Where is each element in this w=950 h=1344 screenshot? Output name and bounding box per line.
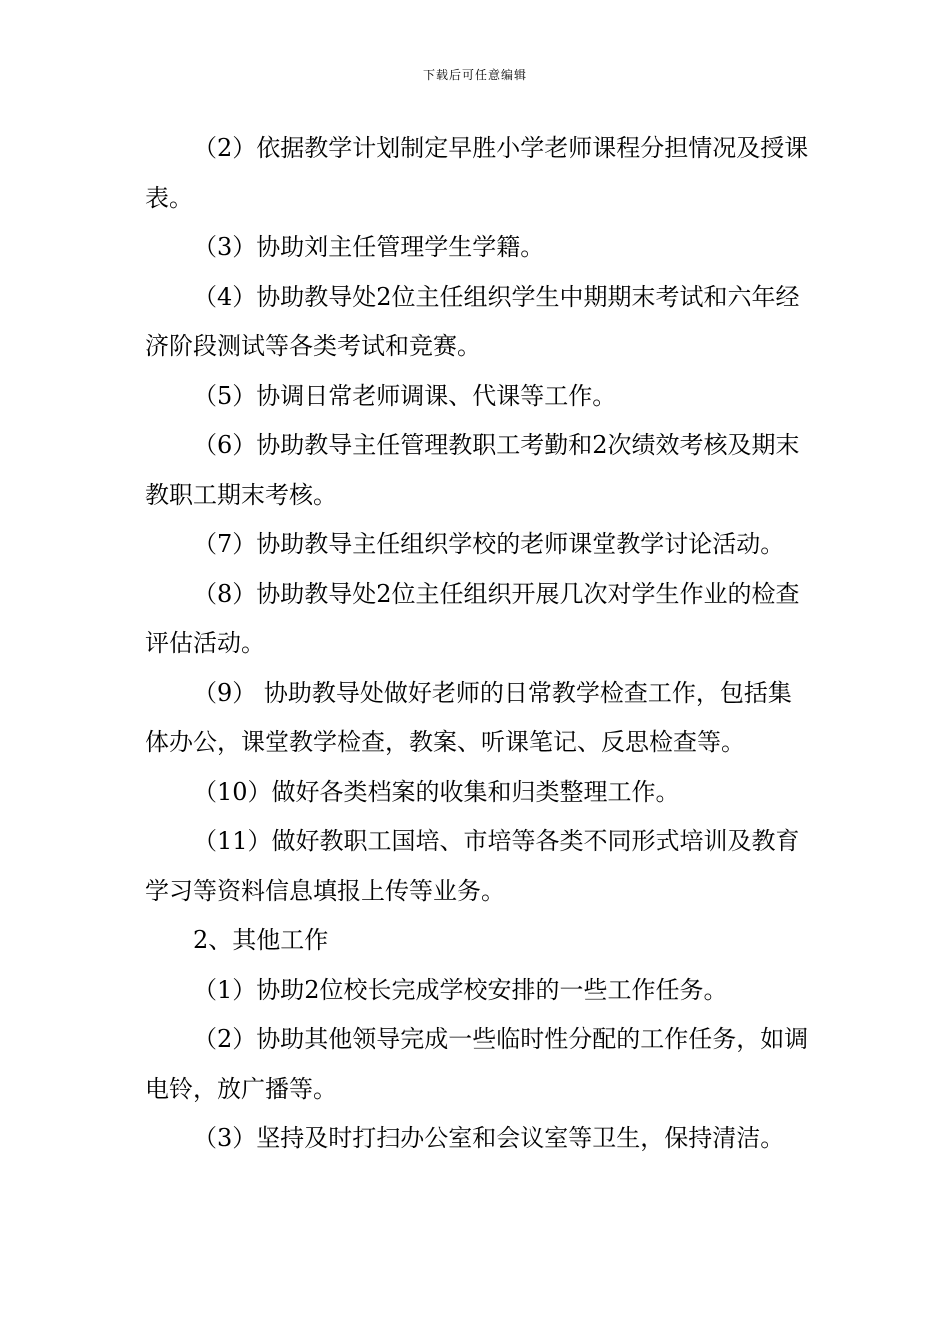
paragraph-item-6-attendance: （6）协助教导主任管理教职工考勤和2次绩效考核及期末教职工期末考核。 [145,431,800,509]
paragraph-item-8-homework-check: （8）协助教导处2位主任组织开展几次对学生作业的检查评估活动。 [145,579,800,657]
paragraph-other-3: （3）坚持及时打扫办公室和会议室等卫生，保持清洁。 [193,1124,785,1152]
paragraph-item-4-exams: （4）协助教导处2位主任组织学生中期期末考试和六年经济阶段测试等各类考试和竞赛。 [145,282,800,360]
paragraph-other-2: （2）协助其他领导完成一些临时性分配的工作任务，如调电铃，放广播等。 [145,1025,809,1103]
paragraph-item-7-teaching-discussion: （7）协助教导主任组织学校的老师课堂教学讨论活动。 [193,530,785,558]
paragraph-item-9-daily-inspection: （9） 协助教导处做好老师的日常教学检查工作，包括集体办公，课堂教学检查，教案、听课笔记、反思检查等。 [145,678,792,756]
document-body [145,124,815,1164]
paragraph-item-2-schedule: （2）依据教学计划制定早胜小学老师课程分担情况及授课表。 [145,134,809,212]
paragraph-other-1: （1）协助2位校长完成学校安排的一些工作任务。 [193,975,728,1004]
paragraph-item-5-class-swaps: （5）协调日常老师调课、代课等工作。 [193,381,617,410]
paragraph-item-3-student-records: （3）协助刘主任管理学生学籍。 [193,233,545,261]
page-header-note: 下载后可任意编辑 [422,68,527,82]
section-heading-other-work: 2、其他工作 [193,926,329,954]
paragraph-item-10-archives: （10）做好各类档案的收集和归类整理工作。 [193,777,680,806]
paragraph-item-11-training: （11）做好教职工国培、市培等各类不同形式培训及教育学习等资料信息填报上传等业务。 [145,827,800,905]
